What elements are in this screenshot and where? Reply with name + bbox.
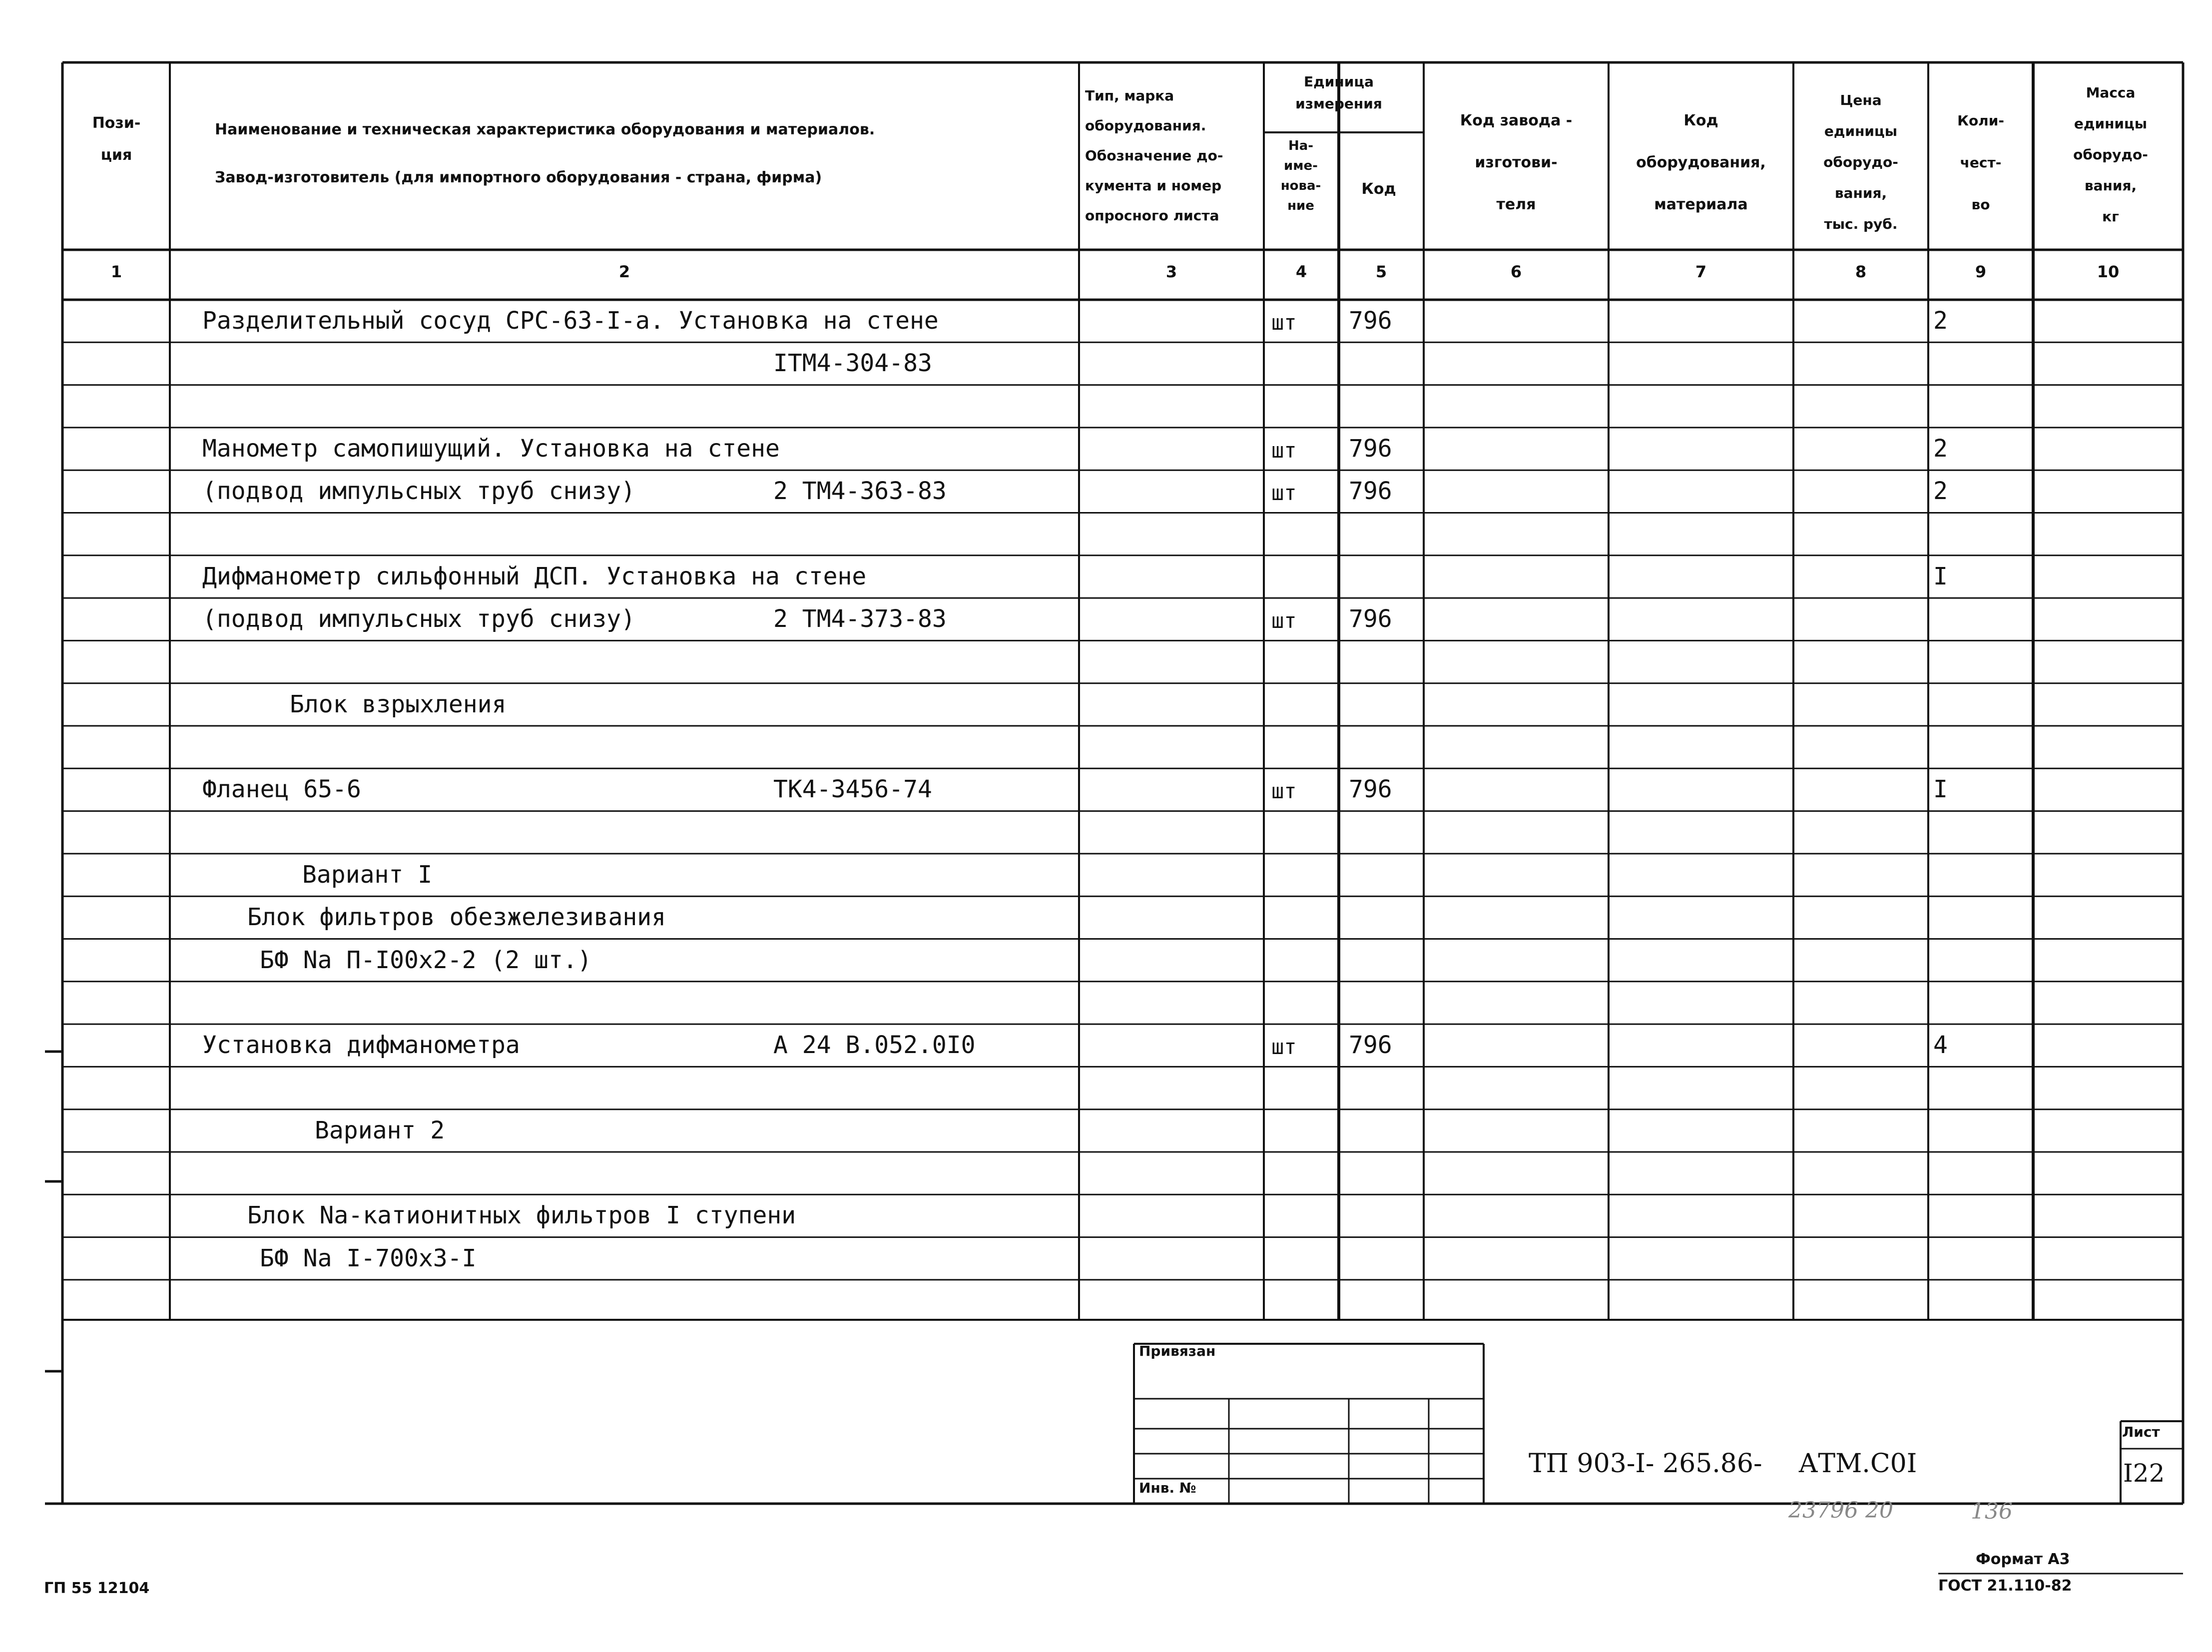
row-name: Манометр самопишущий. Установка на стене (202, 434, 780, 463)
column-number-6: 6 (1510, 262, 1522, 281)
sheet-number: I22 (2123, 1459, 2165, 1488)
sheet-label: Лист (2122, 1424, 2160, 1440)
row-name: (подвод импульсных труб снизу) (202, 477, 635, 506)
row-name: Вариант I (302, 860, 433, 889)
column-number-1: 1 (110, 262, 122, 281)
row-unit: шт (1271, 779, 1297, 804)
row-unit-code: 796 (1349, 477, 1392, 506)
column-number-4: 4 (1295, 262, 1307, 281)
column-number-7: 7 (1695, 262, 1707, 281)
row-name: Блок Na-катионитных фильтров I ступени (247, 1201, 796, 1230)
row-document: А 24 В.052.0I0 (773, 1031, 976, 1060)
header-manufacturer-code: Код завода - изготови- теля (1460, 112, 1573, 213)
row-quantity: 4 (1933, 1031, 1948, 1060)
row-document: ТК4-3456-74 (773, 775, 932, 804)
row-unit-code: 796 (1349, 1031, 1392, 1060)
header-unit-group: Единица измерения (1295, 73, 1382, 112)
row-unit: шт (1271, 310, 1297, 335)
row-name: Установка дифманометра (202, 1031, 520, 1060)
header-mass: Масса единицы оборудо- вания, кг (2073, 84, 2148, 225)
row-quantity: I (1933, 775, 1948, 804)
row-document: 2 ТМ4-363-83 (773, 477, 947, 506)
title-block-privyazan: Привязан (1139, 1343, 1216, 1359)
column-number-8: 8 (1855, 262, 1867, 281)
row-unit: шт (1271, 608, 1297, 633)
row-name: Дифманометр сильфонный ДСП. Установка на стене (202, 562, 867, 590)
row-name: Фланец 65-6 (202, 775, 361, 804)
column-number-5: 5 (1375, 262, 1387, 281)
header-position: Пози- ция (92, 114, 141, 164)
row-document: ITM4-304-83 (773, 349, 932, 378)
header-unit-code: Код (1361, 180, 1396, 198)
document-code: ТП 903-I- 265.86- (1529, 1449, 1762, 1479)
row-document: 2 ТМ4-373-83 (773, 605, 947, 633)
row-name: Блок фильтров обезжелезивания (247, 903, 666, 932)
row-quantity: 2 (1933, 434, 1948, 463)
handwritten-note-2: 136 (1971, 1499, 2013, 1524)
format-label: Формат А3 (1976, 1551, 2070, 1568)
table-grid (44, 62, 2183, 1574)
column-number-2: 2 (618, 262, 630, 281)
row-name: БФ Na П-I00х2-2 (2 шт.) (260, 946, 592, 974)
row-name: (подвод импульсных труб снизу) (202, 605, 635, 633)
row-unit-code: 796 (1349, 434, 1392, 463)
header-name: Наименование и техническая характеристика оборудования и материалов. Завод-изготовитель (для импортного оборудования - страна, фирма) (215, 121, 875, 186)
column-number-9: 9 (1975, 262, 1987, 281)
header-quantity: Коли- чест- во (1957, 112, 2004, 213)
row-name: Вариант 2 (315, 1116, 445, 1144)
row-name: БФ Na I-700х3-I (260, 1244, 477, 1272)
row-unit: шт (1271, 1035, 1297, 1060)
column-number-10: 10 (2097, 262, 2120, 281)
header-type: Тип, марка оборудования. Обозначение до- кумента и номер опросного листа (1085, 87, 1223, 224)
document-code-suffix: АТМ.С0I (1798, 1449, 1917, 1479)
row-unit: шт (1271, 481, 1297, 506)
handwritten-note: 23796 20 (1788, 1498, 1893, 1523)
header-price: Цена единицы оборудо- вания, тыс. руб. (1823, 92, 1898, 232)
row-unit-code: 796 (1349, 307, 1392, 335)
row-unit-code: 796 (1349, 605, 1392, 633)
row-unit: шт (1271, 438, 1297, 463)
row-unit-code: 796 (1349, 775, 1392, 804)
header-unit-name: На- име- нова- ние (1280, 138, 1321, 213)
title-block-inv-no: Инв. № (1139, 1480, 1196, 1496)
left-mark: ГП 55 12104 (44, 1580, 150, 1597)
gost-label: ГОСТ 21.110-82 (1938, 1577, 2072, 1595)
header-equipment-code: Код оборудования, материала (1636, 112, 1766, 213)
row-name: Разделительный сосуд СРС-63-I-а. Установка на стене (202, 307, 939, 335)
row-quantity: 2 (1933, 307, 1948, 335)
row-quantity: 2 (1933, 477, 1948, 506)
column-number-3: 3 (1165, 262, 1177, 281)
row-name: Блок взрыхления (290, 690, 507, 718)
row-quantity: I (1933, 562, 1948, 590)
